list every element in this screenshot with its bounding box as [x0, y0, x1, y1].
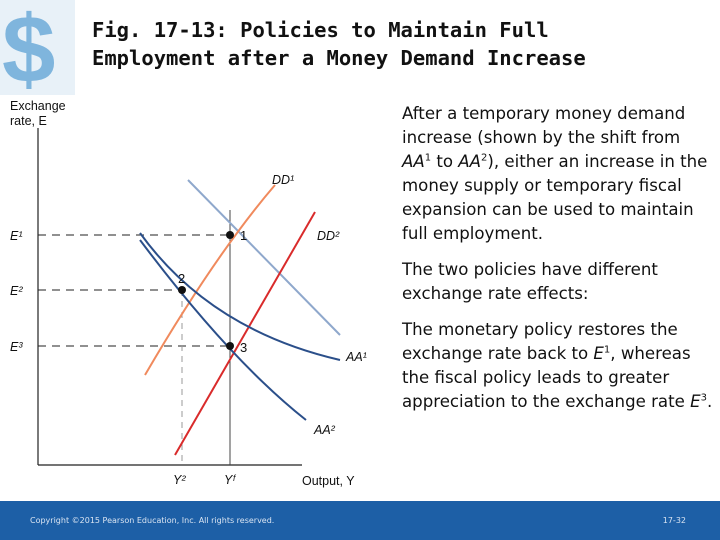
paragraph-2: The two policies have different exchange rate effects: — [402, 260, 658, 303]
footer-copyright: Copyright ©2015 Pearson Education, Inc. All rights reserved. — [30, 516, 275, 525]
p1-text-to: to — [431, 152, 459, 171]
logo-glyph: $ — [2, 0, 56, 95]
p3-text-end: . — [706, 392, 713, 411]
p1-sup-1: 1 — [424, 152, 432, 164]
logo — [0, 0, 75, 95]
p3-text-a: The monetary policy restores the exchange rate back to — [402, 320, 678, 363]
p1-aa-1: AA — [402, 152, 425, 171]
y-axis-label-1: Exchange — [10, 99, 66, 113]
aa2-label: AA² — [314, 423, 335, 437]
p3-sup-3: 3 — [700, 392, 707, 404]
point-1 — [226, 231, 234, 239]
p1-text-b: ), either an increase in the money supply or temporary fiscal expansion can be used to maintain full employment. — [402, 152, 708, 243]
x-axis-label: Output, Y — [302, 474, 355, 488]
paragraph-3 — [402, 318, 714, 414]
point-label-1: 1 — [240, 228, 248, 243]
y-axis-label-2: rate, E — [10, 114, 47, 128]
point-label-3: 3 — [240, 340, 248, 355]
e3-label: E³ — [10, 340, 23, 354]
point-2 — [178, 286, 186, 294]
p3-e-1: E — [593, 344, 604, 363]
yf-label: Yᶠ — [224, 473, 235, 487]
p1-text-a: After a temporary money demand increase (shown by the shift from — [402, 104, 686, 147]
dd-red-curve — [175, 212, 315, 455]
slide-title — [92, 16, 712, 72]
p3-sup-1: 1 — [603, 344, 611, 356]
dollar-logo-icon — [0, 0, 75, 95]
y2-label: Y² — [173, 473, 186, 487]
point-label-2: 2 — [178, 271, 186, 286]
policy-diagram — [0, 95, 400, 500]
p3-text-b: , whereas the fiscal policy leads to greater appreciation to the exchange rate — [402, 344, 691, 411]
dd1-label: DD¹ — [272, 173, 295, 187]
body-text — [402, 102, 714, 426]
p1-aa-2: AA — [458, 152, 481, 171]
point-3 — [226, 342, 234, 350]
p3-e-3: E — [690, 392, 701, 411]
aa2-curve — [140, 240, 306, 420]
aa1-label: AA¹ — [346, 350, 367, 364]
footer-bar — [0, 501, 720, 540]
paragraph-1 — [402, 102, 714, 246]
e1-label: E¹ — [10, 229, 23, 243]
title-line-1: Fig. 17-13: Policies to Maintain Full — [92, 18, 549, 42]
dd2-curve — [188, 180, 340, 335]
e2-label: E² — [10, 284, 23, 298]
dd2-label: DD² — [317, 229, 340, 243]
title-line-2: Employment after a Money Demand Increase — [92, 46, 586, 70]
footer-page-number: 17-32 — [662, 516, 686, 525]
p1-sup-2: 2 — [481, 152, 488, 164]
